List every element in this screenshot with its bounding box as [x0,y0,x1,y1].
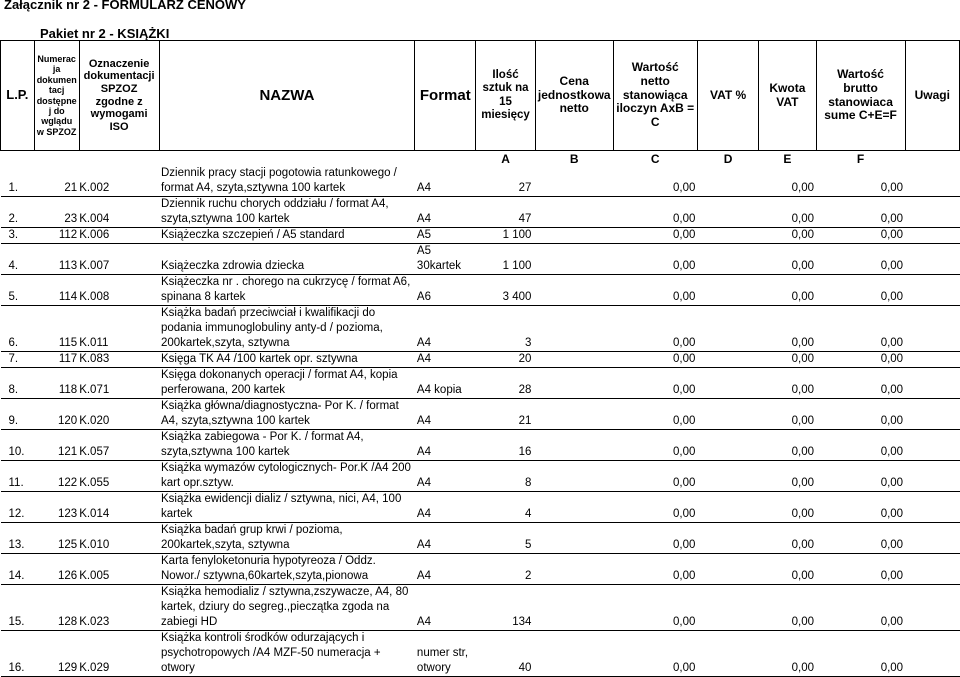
row-gross-value: 0,00 [816,228,905,244]
header-format: Format [415,41,476,151]
package-title: Pakiet nr 2 - KSIĄŻKI [40,26,170,41]
row-quantity: 47 [476,197,536,228]
row-format: A4 [415,197,476,228]
row-name: Karta fenyloketonuria hypotyreoza / Oddz. Nowor./ sztywna,60kartek,szyta,pionowa [159,554,415,585]
row-iso-code: K.023 [79,585,159,631]
row-unit-price [535,585,613,631]
row-iso-code: K.004 [79,197,159,228]
row-format: numer str, otwory [415,631,476,677]
table-row [1,631,960,677]
row-net-value: 0,00 [613,306,697,352]
row-unit-price [535,244,613,275]
row-name: Książka ewidencji dializ / sztywna, nici, A4, 100 kartek [159,492,415,523]
row-name: Książka hemodializ / sztywna,zszywacze, A4, 80 kartek, dziury do segreg.,pieczątka zgoda na zabiegi HD [159,585,415,631]
column-letters-row [1,151,960,167]
row-vat-rate [697,523,758,554]
row-iso-code: K.055 [79,461,159,492]
row-quantity: 5 [476,523,536,554]
row-name: Książka badań przeciwciał i kwalifikacji do podania immunoglobuliny anty-d / pozioma, 200kartek,szyta, sztywna [159,306,415,352]
row-net-value: 0,00 [613,554,697,585]
row-lp: 7. [1,352,35,368]
row-gross-value: 0,00 [816,306,905,352]
row-quantity: 2 [476,554,536,585]
row-vat-amount: 0,00 [759,399,816,430]
row-vat-amount: 0,00 [759,368,816,399]
row-vat-amount: 0,00 [759,275,816,306]
row-vat-amount: 0,00 [759,585,816,631]
row-iso-code: K.005 [79,554,159,585]
row-net-value: 0,00 [613,228,697,244]
row-net-value: 0,00 [613,430,697,461]
row-format: A4 [415,461,476,492]
table-row [1,306,960,352]
row-quantity: 1 100 [476,244,536,275]
row-notes [905,352,959,368]
row-number: 128 [34,585,79,631]
row-gross-value: 0,00 [816,352,905,368]
row-lp: 4. [1,244,35,275]
row-net-value: 0,00 [613,166,697,197]
column-letter: D [723,151,733,166]
row-lp: 14. [1,554,35,585]
row-vat-rate [697,554,758,585]
row-iso-code: K.014 [79,492,159,523]
table-row [1,461,960,492]
row-name: Książka główna/diagnostyczna- Por K. / format A4, szyta,sztywna 100 kartek [159,399,415,430]
row-iso-code: K.020 [79,399,159,430]
row-format: A5 [415,228,476,244]
row-notes [905,228,959,244]
table-row [1,399,960,430]
table-row [1,228,960,244]
row-format: A5 30kartek [415,244,476,275]
row-iso-code: K.071 [79,368,159,399]
row-vat-rate [697,306,758,352]
row-format: A4 [415,352,476,368]
row-name: Dziennik pracy stacji pogotowia ratunkowego / format A4, szyta,sztywna 100 kartek [159,166,415,197]
column-letter: A [501,151,510,166]
table-row [1,554,960,585]
row-net-value: 0,00 [613,368,697,399]
row-unit-price [535,228,613,244]
row-gross-value: 0,00 [816,631,905,677]
row-quantity: 1 100 [476,228,536,244]
row-net-value: 0,00 [613,244,697,275]
row-notes [905,585,959,631]
row-quantity: 3 [476,306,536,352]
row-format: A4 [415,399,476,430]
row-number: 122 [34,461,79,492]
row-quantity: 20 [476,352,536,368]
row-iso-code: K.029 [79,631,159,677]
row-format: A4 [415,585,476,631]
row-lp: 1. [1,166,35,197]
row-unit-price [535,523,613,554]
row-gross-value: 0,00 [816,368,905,399]
row-iso-code: K.002 [79,166,159,197]
table-row [1,368,960,399]
row-gross-value: 0,00 [816,166,905,197]
row-format: A4 [415,306,476,352]
row-net-value: 0,00 [613,523,697,554]
row-gross-value: 0,00 [816,197,905,228]
row-gross-value: 0,00 [816,585,905,631]
row-quantity: 16 [476,430,536,461]
header-wartosc-netto: Wartość netto stanowiąca iloczyn AxB = C [613,41,697,151]
column-letter: B [569,151,579,166]
row-lp: 15. [1,585,35,631]
table-row [1,430,960,461]
row-notes [905,399,959,430]
header-nazwa: NAZWA [159,41,415,151]
row-net-value: 0,00 [613,461,697,492]
row-number: 126 [34,554,79,585]
row-number: 120 [34,399,79,430]
row-quantity: 134 [476,585,536,631]
row-iso-code: K.007 [79,244,159,275]
row-gross-value: 0,00 [816,523,905,554]
row-number: 129 [34,631,79,677]
row-vat-rate [697,461,758,492]
row-number: 118 [34,368,79,399]
row-notes [905,166,959,197]
row-gross-value: 0,00 [816,554,905,585]
row-vat-amount: 0,00 [759,523,816,554]
row-name: Książeczka szczepień / A5 standard [159,228,415,244]
row-vat-rate [697,244,758,275]
header-uwagi: Uwagi [905,41,959,151]
row-vat-amount: 0,00 [759,492,816,523]
row-number: 113 [34,244,79,275]
row-format: A4 [415,492,476,523]
row-unit-price [535,554,613,585]
row-unit-price [535,368,613,399]
row-lp: 12. [1,492,35,523]
header-row [1,41,960,151]
row-notes [905,197,959,228]
row-lp: 16. [1,631,35,677]
row-gross-value: 0,00 [816,244,905,275]
row-format: A4 kopia [415,368,476,399]
row-vat-rate [697,585,758,631]
row-number: 21 [34,166,79,197]
row-vat-rate [697,352,758,368]
row-quantity: 4 [476,492,536,523]
row-net-value: 0,00 [613,399,697,430]
row-lp: 2. [1,197,35,228]
row-iso-code: K.010 [79,523,159,554]
row-quantity: 3 400 [476,275,536,306]
row-net-value: 0,00 [613,352,697,368]
row-net-value: 0,00 [613,492,697,523]
row-name: Księga TK A4 /100 kartek opr. sztywna [159,352,415,368]
column-letter: E [783,151,792,166]
row-unit-price [535,461,613,492]
row-lp: 5. [1,275,35,306]
row-vat-amount: 0,00 [759,228,816,244]
row-number: 125 [34,523,79,554]
row-lp: 3. [1,228,35,244]
row-notes [905,461,959,492]
row-unit-price [535,492,613,523]
row-vat-amount: 0,00 [759,554,816,585]
row-name: Książeczka nr . chorego na cukrzycę / format A6, spinana 8 kartek [159,275,415,306]
row-vat-rate [697,492,758,523]
column-letter: C [650,151,660,166]
row-format: A4 [415,523,476,554]
row-iso-code: K.008 [79,275,159,306]
row-name: Książka zabiegowa - Por K. / format A4, szyta,sztywna 100 kartek [159,430,415,461]
header-vat: VAT % [697,41,758,151]
header-oznaczenie: Oznaczenie dokumentacji SPZOZ zgodne z wymogami ISO [79,41,159,151]
row-quantity: 21 [476,399,536,430]
row-unit-price [535,275,613,306]
row-notes [905,368,959,399]
row-vat-amount: 0,00 [759,352,816,368]
row-gross-value: 0,00 [816,275,905,306]
column-letter: F [856,151,865,166]
row-iso-code: K.057 [79,430,159,461]
row-lp: 6. [1,306,35,352]
row-unit-price [535,631,613,677]
row-notes [905,554,959,585]
row-lp: 8. [1,368,35,399]
row-unit-price [535,399,613,430]
row-unit-price [535,430,613,461]
row-notes [905,523,959,554]
table-row [1,585,960,631]
row-vat-amount: 0,00 [759,166,816,197]
header-wartosc-brutto: Wartość brutto stanowiaca sume C+E=F [816,41,905,151]
row-notes [905,492,959,523]
table-row [1,352,960,368]
row-unit-price [535,306,613,352]
row-number: 112 [34,228,79,244]
header-numer: Numerac ja dokumen tacj dostępne j do wglądu w SPZOZ [34,41,79,151]
row-name: Książka wymazów cytologicznych- Por.K /A4 200 kart opr.sztyw. [159,461,415,492]
row-vat-rate [697,430,758,461]
row-vat-amount: 0,00 [759,197,816,228]
table-row [1,197,960,228]
row-name: Dziennik ruchu chorych oddziału / format A4, szyta,sztywna 100 kartek [159,197,415,228]
row-number: 123 [34,492,79,523]
row-vat-rate [697,368,758,399]
row-format: A4 [415,430,476,461]
row-number: 117 [34,352,79,368]
row-net-value: 0,00 [613,585,697,631]
row-vat-rate [697,399,758,430]
row-lp: 10. [1,430,35,461]
row-notes [905,275,959,306]
row-notes [905,244,959,275]
row-notes [905,631,959,677]
row-name: Książka badań grup krwi / pozioma, 200kartek,szyta, sztywna [159,523,415,554]
row-number: 121 [34,430,79,461]
row-vat-rate [697,228,758,244]
row-vat-amount: 0,00 [759,430,816,461]
row-lp: 9. [1,399,35,430]
row-vat-rate [697,166,758,197]
price-form-table [0,40,960,677]
header-ilosc: Ilość sztuk na 15 miesięcy [476,41,536,151]
table-row [1,523,960,554]
table-row [1,166,960,197]
row-number: 115 [34,306,79,352]
row-notes [905,430,959,461]
row-vat-amount: 0,00 [759,244,816,275]
table-row [1,244,960,275]
row-vat-rate [697,197,758,228]
row-vat-amount: 0,00 [759,461,816,492]
row-lp: 11. [1,461,35,492]
row-lp: 13. [1,523,35,554]
row-unit-price [535,352,613,368]
row-quantity: 40 [476,631,536,677]
row-net-value: 0,00 [613,197,697,228]
row-unit-price [535,166,613,197]
row-vat-rate [697,275,758,306]
header-cena: Cena jednostkowa netto [535,41,613,151]
row-format: A6 [415,275,476,306]
row-quantity: 28 [476,368,536,399]
header-kwota-vat: Kwota VAT [759,41,816,151]
row-name: Książeczka zdrowia dziecka [159,244,415,275]
row-vat-rate [697,631,758,677]
header-lp: L.P. [1,41,35,151]
row-quantity: 27 [476,166,536,197]
row-iso-code: K.011 [79,306,159,352]
table-row [1,492,960,523]
row-iso-code: K.006 [79,228,159,244]
row-gross-value: 0,00 [816,430,905,461]
row-net-value: 0,00 [613,631,697,677]
row-number: 23 [34,197,79,228]
row-notes [905,306,959,352]
row-format: A4 [415,166,476,197]
row-number: 114 [34,275,79,306]
row-name: Księga dokonanych operacji / format A4, kopia perferowana, 200 kartek [159,368,415,399]
row-vat-amount: 0,00 [759,631,816,677]
row-iso-code: K.083 [79,352,159,368]
row-name: Książka kontroli środków odurzających i psychotropowych /A4 MZF-50 numeracja + otwory [159,631,415,677]
row-unit-price [535,197,613,228]
row-gross-value: 0,00 [816,461,905,492]
row-quantity: 8 [476,461,536,492]
document-title: Załącznik nr 2 - FORMULARZ CENOWY [4,0,246,12]
row-format: A4 [415,554,476,585]
row-gross-value: 0,00 [816,492,905,523]
row-vat-amount: 0,00 [759,306,816,352]
row-net-value: 0,00 [613,275,697,306]
table-row [1,275,960,306]
row-gross-value: 0,00 [816,399,905,430]
